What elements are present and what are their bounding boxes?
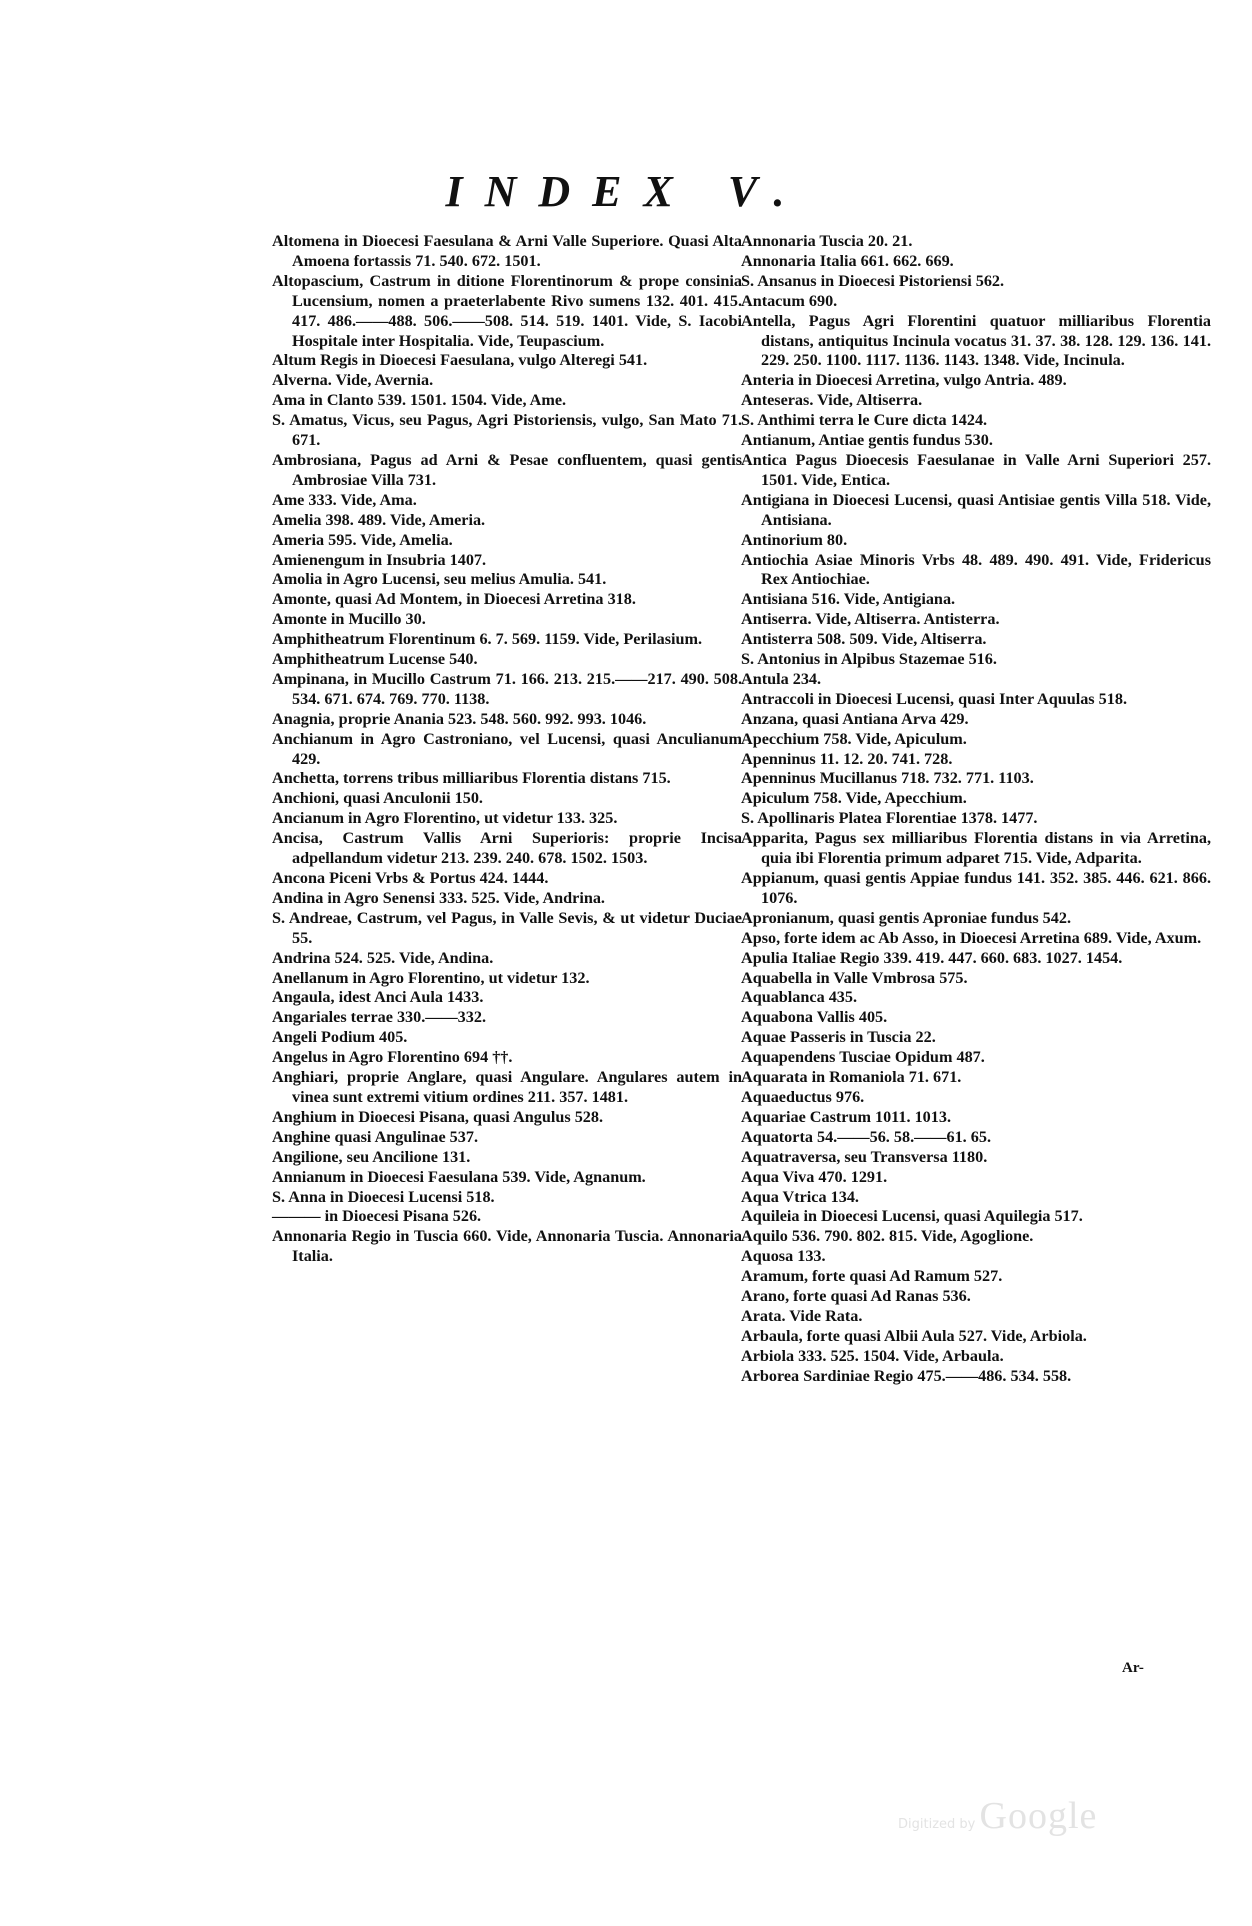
index-entry: Aramum, forte quasi Ad Ramum 527.: [741, 1267, 1003, 1286]
index-entry: Anghine quasi Angulinae 537.: [272, 1127, 479, 1146]
index-entry: S. Amatus, Vicus, seu Pagus, Agri Pistoriensis, vulgo, San Mato 71. 671.: [272, 411, 742, 450]
index-entry: S. Ansanus in Dioecesi Pistoriensi 562.: [741, 271, 1005, 290]
index-entry: Antella, Pagus Agri Florentini quatuor milliaribus Florentia distans, antiquitus Incinula vocatus 31. 37. 38. 128. 129. 136. 141. 229. 250. 1100. 1117. 1136. 1143. 1348. Vide, Incinula.: [741, 311, 1211, 370]
index-entry: Aquabella in Valle Vmbrosa 575.: [741, 968, 968, 987]
index-entry: Aquarata in Romaniola 71. 671.: [741, 1068, 962, 1087]
index-entry: Amphitheatrum Florentinum 6. 7. 569. 1159. Vide, Perilasium.: [272, 630, 703, 649]
index-entry: Anchioni, quasi Anculonii 150.: [272, 789, 483, 808]
index-entry: Arbiola 333. 525. 1504. Vide, Arbaula.: [741, 1346, 1004, 1365]
index-entry: Arborea Sardiniae Regio 475.——486. 534. 558.: [741, 1366, 1072, 1385]
index-entry: Antula 234.: [741, 669, 822, 688]
index-entry: Apparita, Pagus sex milliaribus Florentia distans in via Arretina, quia ibi Florentia primum adparet 715. Vide, Adparita.: [741, 829, 1211, 868]
index-entry: Ampinana, in Mucillo Castrum 71. 166. 213. 215.——217. 490. 508. 534. 671. 674. 769. 770. 1138.: [272, 669, 742, 708]
index-entry: Antraccoli in Dioecesi Lucensi, quasi Inter Aquulas 518.: [741, 689, 1127, 708]
index-entry: Anghium in Dioecesi Pisana, quasi Angulus 528.: [272, 1107, 604, 1126]
index-entry: Apenninus Mucillanus 718. 732. 771. 1103.: [741, 769, 1034, 788]
index-entry: Ancianum in Agro Florentino, ut videtur 133. 325.: [272, 809, 618, 828]
index-entry: Aquaeductus 976.: [741, 1087, 865, 1106]
watermark-small: Digitized by: [898, 1817, 976, 1832]
index-entry: Amolia in Agro Lucensi, seu melius Amulia. 541.: [272, 570, 607, 589]
index-entry: Antianum, Antiae gentis fundus 530.: [741, 431, 993, 450]
index-entry: Annonaria Italia 661. 662. 669.: [741, 251, 954, 270]
index-entry: Apulia Italiae Regio 339. 419. 447. 660. 683. 1027. 1454.: [741, 948, 1123, 967]
index-entry: Ancona Piceni Vrbs & Portus 424. 1444.: [272, 869, 549, 887]
index-entry: Annonaria Tuscia 20. 21.: [741, 232, 913, 250]
index-entry: Apso, forte idem ac Ab Asso, in Dioecesi Arretina 689. Vide, Axum.: [741, 928, 1202, 947]
catchword: Ar-: [1122, 1660, 1144, 1676]
index-entry: Antigiana in Dioecesi Lucensi, quasi Antisiae gentis Villa 518. Vide, Antisiana.: [741, 490, 1211, 529]
index-entry: Angelus in Agro Florentino 694 ††.: [272, 1048, 513, 1067]
index-entry: Apecchium 758. Vide, Apiculum.: [741, 729, 967, 748]
index-entry: Anchianum in Agro Castroniano, vel Lucensi, quasi Anculianum 429.: [272, 729, 742, 768]
index-entry: Aquilo 536. 790. 802. 815. Vide, Agoglione.: [741, 1227, 1034, 1246]
index-entry: Arano, forte quasi Ad Ranas 536.: [741, 1287, 971, 1306]
index-entry: Appianum, quasi gentis Appiae fundus 141. 352. 385. 446. 621. 866. 1076.: [741, 869, 1211, 907]
index-entry: S. Andreae, Castrum, vel Pagus, in Valle Sevis, & ut videtur Duciae 55.: [272, 908, 742, 947]
page-title: INDEX V.: [445, 167, 807, 216]
index-entry: Anghiari, proprie Anglare, quasi Angulare. Angulares autem in vinea sunt extremi vitium ordines 211. 357. 1481.: [272, 1068, 742, 1106]
index-entry: Antiserra. Vide, Altiserra. Antisterra.: [741, 610, 1000, 629]
index-entry: Angaula, idest Anci Aula 1433.: [272, 988, 484, 1007]
index-entry: Anagnia, proprie Anania 523. 548. 560. 992. 993. 1046.: [272, 709, 647, 728]
index-entry: Aquariae Castrum 1011. 1013.: [741, 1107, 951, 1126]
index-entry: Arata. Vide Rata.: [741, 1306, 863, 1325]
index-entry: Amelia 398. 489. Vide, Ameria.: [272, 510, 486, 529]
index-entry: Altum Regis in Dioecesi Faesulana, vulgo Alteregi 541.: [272, 351, 648, 370]
index-entry: Antisterra 508. 509. Vide, Altiserra.: [741, 630, 987, 649]
index-entry: Amonte, quasi Ad Montem, in Dioecesi Arretina 318.: [272, 590, 636, 609]
index-entry: S. Antonius in Alpibus Stazemae 516.: [741, 650, 997, 669]
index-entry: Altopascium, Castrum in ditione Florentinorum & prope consinia Lucensium, nomen a praeterlabente Rivo sumens 132. 401. 415. 417. 486.——488. 506.——508. 514. 519. 1401. Vide, S. Iacobi Hospitale inter Hospitalia. Vide, Teupascium.: [272, 271, 742, 350]
index-entry: Aquablanca 435.: [741, 988, 858, 1007]
index-entry: Antiochia Asiae Minoris Vrbs 48. 489. 490. 491. Vide, Fridericus Rex Antiochiae.: [741, 550, 1211, 589]
index-entry: Anchetta, torrens tribus milliaribus Florentia distans 715.: [272, 769, 671, 788]
index-entry: Amphitheatrum Lucense 540.: [272, 650, 478, 669]
index-entry: Aqua Vtrica 134.: [741, 1187, 859, 1206]
index-entry: Andrina 524. 525. Vide, Andina.: [272, 948, 494, 967]
index-entry: Ama in Clanto 539. 1501. 1504. Vide, Ame.: [272, 391, 567, 410]
index-entry: Amonte in Mucillo 30.: [272, 610, 426, 629]
index-entry: Amienengum in Insubria 1407.: [272, 550, 487, 569]
index-entry: Angariales terrae 330.——332.: [272, 1008, 486, 1027]
index-entry: Ame 333. Vide, Ama.: [272, 490, 417, 509]
index-entry: Annonaria Regio in Tuscia 660. Vide, Annonaria Tuscia. Annonaria Italia.: [272, 1227, 742, 1266]
index-entry: S. Apollinaris Platea Florentiae 1378. 1477.: [741, 809, 1038, 828]
index-entry: Arbaula, forte quasi Albii Aula 527. Vide, Arbiola.: [741, 1326, 1087, 1345]
index-entry: Aqua Viva 470. 1291.: [741, 1167, 888, 1186]
index-entry: Anzana, quasi Antiana Arva 429.: [741, 709, 969, 728]
index-entry: Anteria in Dioecesi Arretina, vulgo Antria. 489.: [741, 371, 1067, 390]
index-entry: Altomena in Dioecesi Faesulana & Arni Valle Superiore. Quasi Alta Amoena fortassis 71. 540. 672. 1501.: [272, 232, 742, 270]
index-entry: Antisiana 516. Vide, Antigiana.: [741, 590, 956, 609]
index-entry: Antacum 690.: [741, 291, 838, 310]
index-entry: Ameria 595. Vide, Amelia.: [272, 530, 453, 549]
index-entry: Aquabona Vallis 405.: [741, 1008, 888, 1027]
index-entry: ——— in Dioecesi Pisana 526.: [272, 1207, 482, 1226]
index-entry: Aquatorta 54.——56. 58.——61. 65.: [741, 1127, 992, 1146]
index-entry: Aquosa 133.: [741, 1247, 826, 1266]
right-column: [741, 232, 1211, 1387]
index-entry: S. Anna in Dioecesi Lucensi 518.: [272, 1187, 495, 1206]
index-entry: Andina in Agro Senensi 333. 525. Vide, Andrina.: [272, 888, 605, 907]
index-entry: Apenninus 11. 12. 20. 741. 728.: [741, 749, 953, 768]
index-entry: Ancisa, Castrum Vallis Arni Superioris: proprie Incisa adpellandum videtur 213. 239. 240. 678. 1502. 1503.: [272, 829, 742, 868]
index-entry: Aquapendens Tusciae Opidum 487.: [741, 1048, 985, 1067]
index-entry: Ambrosiana, Pagus ad Arni & Pesae confluentem, quasi gentis Ambrosiae Villa 731.: [272, 450, 742, 489]
index-entry: Antica Pagus Dioecesis Faesulanae in Valle Arni Superiori 257. 1501. Vide, Entica.: [741, 450, 1211, 489]
index-entry: Angeli Podium 405.: [272, 1028, 408, 1047]
index-entry: Antinorium 80.: [741, 530, 848, 549]
index-entry: Angilione, seu Ancilione 131.: [272, 1147, 471, 1166]
index-entry: Alverna. Vide, Avernia.: [272, 371, 434, 390]
index-entry: Apiculum 758. Vide, Apecchium.: [741, 789, 967, 808]
watermark-big: Google: [979, 1795, 1098, 1837]
index-entry: Anteseras. Vide, Altiserra.: [741, 391, 923, 410]
index-entry: Anellanum in Agro Florentino, ut videtur 132.: [272, 968, 590, 987]
index-entry: Aquae Passeris in Tuscia 22.: [741, 1028, 936, 1047]
left-column: [272, 232, 742, 1267]
index-entry: S. Anthimi terra le Cure dicta 1424.: [741, 411, 988, 430]
index-entry: Aquileia in Dioecesi Lucensi, quasi Aquilegia 517.: [741, 1207, 1083, 1226]
digitized-watermark: [898, 1794, 1097, 1838]
index-entry: Annianum in Dioecesi Faesulana 539. Vide, Agnanum.: [272, 1167, 646, 1186]
index-entry: Aquatraversa, seu Transversa 1180.: [741, 1147, 988, 1166]
index-entry: Apronianum, quasi gentis Aproniae fundus 542.: [741, 908, 1072, 927]
